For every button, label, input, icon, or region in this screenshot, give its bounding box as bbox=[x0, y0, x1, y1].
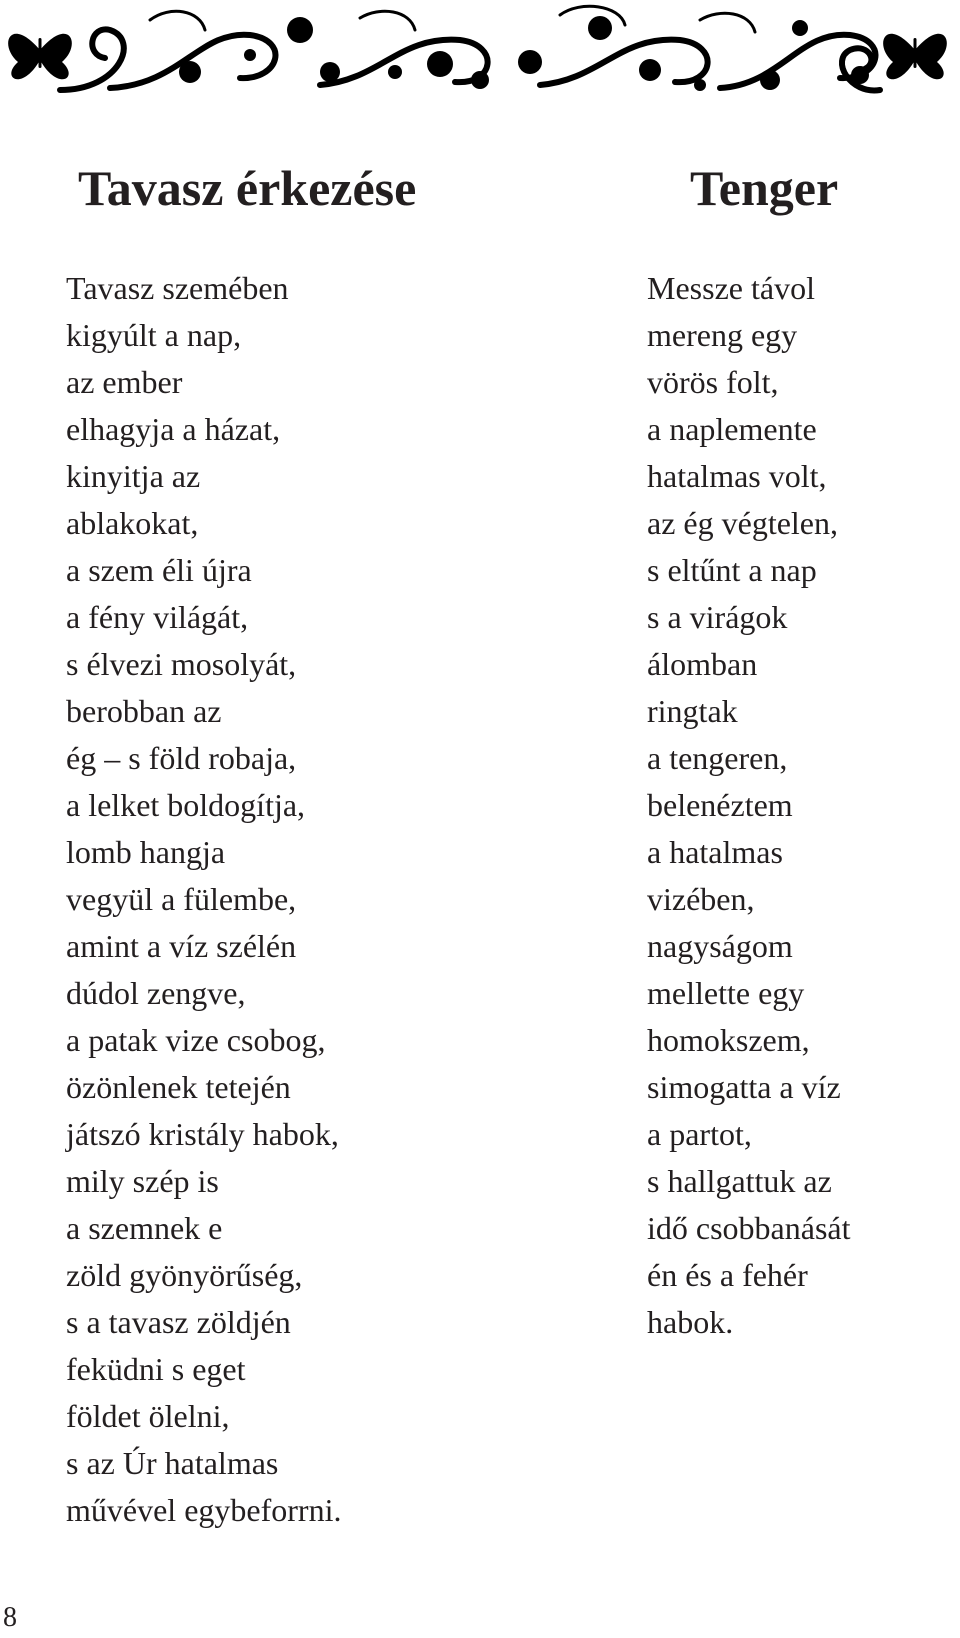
verse-line: vegyül a fülembe, bbox=[66, 881, 297, 917]
poem-title-tavasz: Tavasz érkezése bbox=[78, 160, 417, 216]
verse-line: az ég végtelen, bbox=[647, 505, 838, 541]
verse-line: lomb hangja bbox=[66, 834, 226, 870]
verse-line: vörös folt, bbox=[647, 364, 779, 400]
poem-verse-tenger bbox=[647, 265, 851, 1346]
verse-line: s élvezi mosolyát, bbox=[66, 646, 297, 682]
verse-line: s az Úr hatalmas bbox=[66, 1445, 279, 1481]
verse-line: a naplemente bbox=[647, 411, 817, 447]
verse-line: amint a víz szélén bbox=[66, 928, 297, 964]
verse-line: az ember bbox=[66, 364, 183, 400]
verse-line: mereng egy bbox=[647, 317, 798, 353]
verse-line: a fény világát, bbox=[66, 599, 249, 635]
verse-line: a szemnek e bbox=[66, 1210, 223, 1246]
verse-line: belenéztem bbox=[647, 787, 793, 823]
verse-line: nagyságom bbox=[647, 928, 793, 964]
page-number: 8 bbox=[3, 1602, 17, 1633]
verse-line: Tavasz szemében bbox=[66, 270, 289, 306]
verse-line: művével egybeforrni. bbox=[66, 1492, 342, 1528]
verse-line: hatalmas volt, bbox=[647, 458, 827, 494]
verse-line: habok. bbox=[647, 1304, 734, 1340]
floral-butterfly-ornament-icon bbox=[0, 0, 960, 110]
verse-line: játszó kristály habok, bbox=[66, 1116, 339, 1152]
poem-verse-tavasz bbox=[66, 265, 341, 1534]
verse-line: kinyitja az bbox=[66, 458, 201, 494]
verse-line: ringtak bbox=[647, 693, 738, 729]
verse-line: mily szép is bbox=[66, 1163, 219, 1199]
verse-line: a hatalmas bbox=[647, 834, 783, 870]
verse-line: homokszem, bbox=[647, 1022, 810, 1058]
verse-line: idő csobbanását bbox=[647, 1210, 851, 1246]
verse-line: én és a fehér bbox=[647, 1257, 808, 1293]
verse-line: kigyúlt a nap, bbox=[66, 317, 242, 353]
verse-line: a szem éli újra bbox=[66, 552, 252, 588]
verse-line: ablakokat, bbox=[66, 505, 199, 541]
verse-line: mellette egy bbox=[647, 975, 805, 1011]
verse-line: dúdol zengve, bbox=[66, 975, 246, 1011]
verse-line: s a virágok bbox=[647, 599, 788, 635]
verse-line: a patak vize csobog, bbox=[66, 1022, 326, 1058]
verse-line: a lelket boldogítja, bbox=[66, 787, 306, 823]
verse-line: a partot, bbox=[647, 1116, 752, 1152]
verse-line: feküdni s eget bbox=[66, 1351, 246, 1387]
verse-line: ég – s föld robaja, bbox=[66, 740, 297, 776]
verse-line: vizében, bbox=[647, 881, 755, 917]
verse-line: s a tavasz zöldjén bbox=[66, 1304, 291, 1340]
verse-line: özönlenek tetején bbox=[66, 1069, 291, 1105]
verse-line: földet ölelni, bbox=[66, 1398, 230, 1434]
verse-line: s hallgattuk az bbox=[647, 1163, 832, 1199]
verse-line: zöld gyönyörűség, bbox=[66, 1257, 303, 1293]
verse-line: Messze távol bbox=[647, 270, 815, 306]
verse-line: a tengeren, bbox=[647, 740, 788, 776]
verse-line: simogatta a víz bbox=[647, 1069, 841, 1105]
verse-line: elhagyja a házat, bbox=[66, 411, 281, 447]
verse-line: berobban az bbox=[66, 693, 222, 729]
verse-line: s eltűnt a nap bbox=[647, 552, 817, 588]
verse-line: álomban bbox=[647, 646, 758, 682]
poem-title-tenger: Tenger bbox=[690, 160, 839, 216]
